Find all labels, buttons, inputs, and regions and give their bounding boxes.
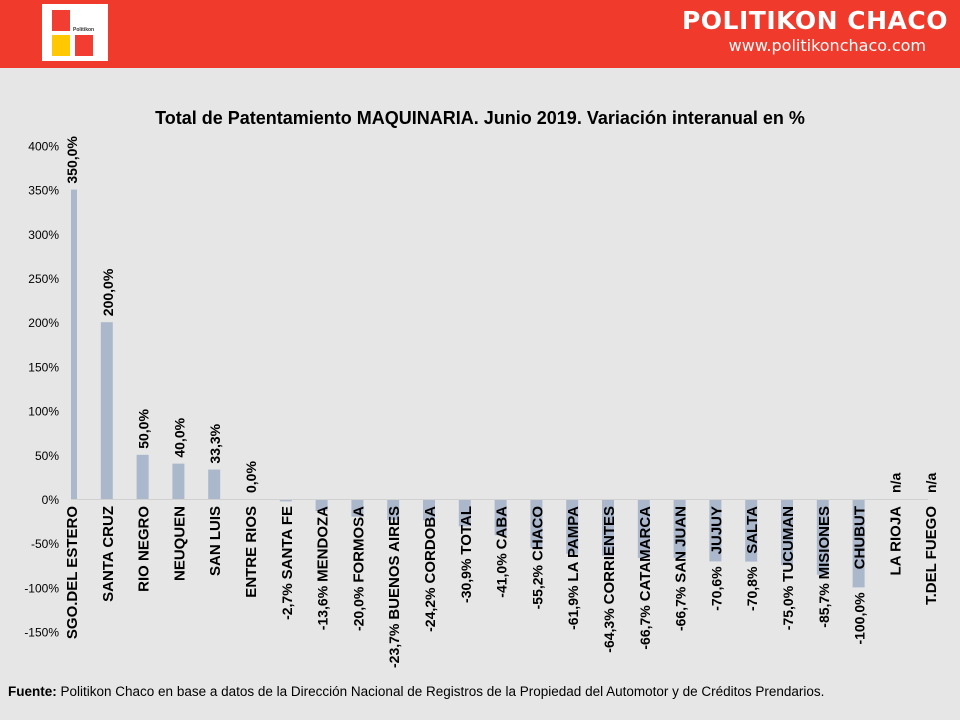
- data-label: -13,6%: [314, 585, 331, 631]
- category-label: CHUBUT: [851, 506, 869, 570]
- category-label: SANTA FE: [278, 506, 296, 580]
- data-label: -41,0%: [493, 553, 510, 598]
- data-label: -70,6%: [708, 566, 725, 611]
- category-label: BUENOS AIRES: [386, 506, 404, 620]
- source-note: [8, 684, 824, 699]
- data-label: -55,2%: [529, 565, 546, 610]
- y-tick-label: -50%: [30, 537, 59, 552]
- bar: [101, 322, 113, 499]
- category-label: SAN LUIS: [207, 506, 225, 577]
- y-tick-label: 350%: [28, 183, 59, 198]
- data-label: 350,0%: [64, 136, 80, 184]
- bar: [137, 455, 149, 499]
- data-label: -85,7%: [815, 583, 832, 628]
- y-tick-label: 250%: [28, 272, 59, 286]
- category-label: TUCUMAN: [780, 506, 797, 582]
- source-label: Fuente:: [8, 684, 57, 699]
- data-label: -2,7%: [278, 583, 295, 620]
- data-label: -30,9%: [457, 558, 474, 603]
- data-label: 50,0%: [135, 409, 152, 449]
- data-label: 200,0%: [99, 268, 116, 317]
- category-label: CORRIENTES: [601, 506, 618, 605]
- category-label: CABA: [493, 506, 511, 550]
- data-label: -66,7%: [636, 605, 653, 650]
- category-label: RIO NEGRO: [135, 506, 153, 592]
- data-label: n/a: [887, 472, 904, 493]
- category-label: T.DEL FUEGO: [923, 506, 941, 605]
- category-label: JUJUY: [708, 506, 726, 555]
- data-label: 0,0%: [243, 461, 259, 493]
- data-label: -100,0%: [851, 592, 868, 645]
- y-tick-label: 50%: [34, 448, 59, 463]
- y-tick-label: -150%: [24, 625, 59, 640]
- category-label: SALTA: [744, 506, 762, 554]
- category-label: SANTA CRUZ: [99, 506, 117, 602]
- y-tick-label: -100%: [24, 581, 59, 596]
- bar: [208, 470, 220, 499]
- category-label: SAN JUAN: [672, 506, 690, 583]
- category-label: MENDOZA: [314, 506, 332, 582]
- data-label: -61,9%: [565, 585, 582, 630]
- data-label: -23,7%: [386, 623, 403, 668]
- y-tick-label: 0%: [41, 493, 59, 507]
- source-text: Politikon Chaco en base a datos de la Dirección Nacional de Registros de la Propiedad del Automotor y de Créditos Prendarios.: [56, 684, 825, 699]
- y-tick-label: 100%: [28, 404, 59, 419]
- data-label: 40,0%: [171, 417, 188, 458]
- data-labels: [64, 136, 939, 668]
- category-label: CATAMARCA: [636, 506, 654, 602]
- category-label: FORMOSA: [350, 506, 368, 583]
- y-tick-label: 400%: [28, 139, 59, 154]
- category-label: NEUQUEN: [171, 506, 189, 582]
- brand-url[interactable]: www.politikonchaco.com: [728, 36, 926, 55]
- category-label: SGO.DEL ESTERO: [64, 506, 81, 640]
- logo-text: Politikon: [73, 27, 95, 33]
- chart-title: Total de Patentamiento MAQUINARIA. Junio 2019. Variación interanual en %: [155, 108, 805, 128]
- bar: [65, 190, 77, 499]
- category-label: LA RIOJA: [887, 506, 905, 576]
- y-tick-label: 150%: [28, 360, 59, 375]
- data-label: -64,3%: [601, 608, 617, 653]
- category-label: CORDOBA: [422, 506, 439, 584]
- data-label: -70,8%: [744, 566, 761, 611]
- data-label: -20,0%: [350, 586, 367, 632]
- y-tick-label: 200%: [28, 316, 59, 331]
- data-label: -66,7%: [672, 586, 689, 632]
- brand-name: POLITIKON CHACO: [681, 6, 948, 35]
- category-label: CHACO: [529, 506, 547, 561]
- y-tick-label: 300%: [28, 227, 59, 242]
- data-label: n/a: [923, 472, 940, 493]
- y-axis: [24, 139, 59, 639]
- bar: [172, 464, 184, 499]
- category-label: MISIONES: [815, 506, 833, 580]
- data-label: 33,3%: [207, 423, 224, 464]
- category-label: LA PAMPA: [565, 506, 583, 582]
- category-label: TOTAL: [457, 506, 475, 555]
- data-label: -24,2%: [422, 587, 438, 632]
- data-label: -75,0%: [780, 585, 796, 631]
- category-label: ENTRE RIOS: [243, 506, 260, 598]
